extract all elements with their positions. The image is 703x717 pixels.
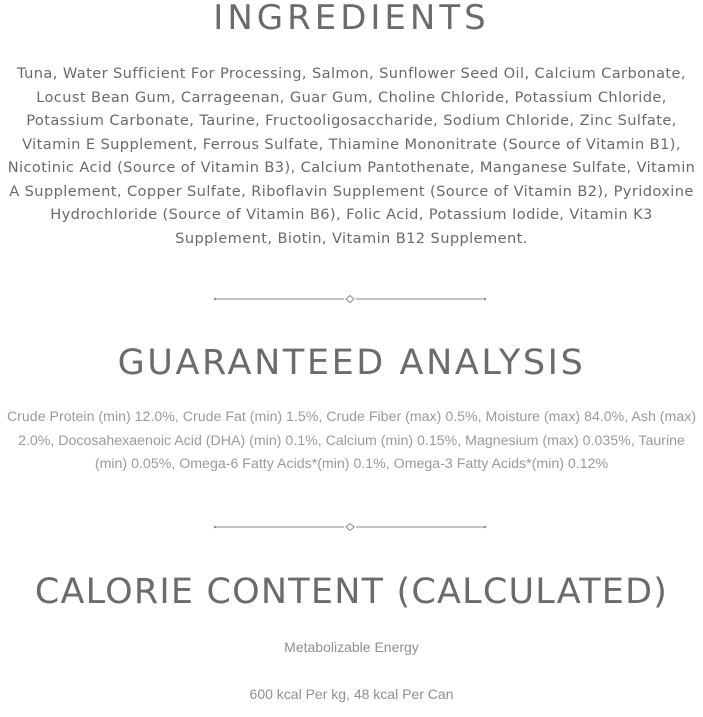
ornamental-divider-icon xyxy=(213,294,487,304)
guaranteed-analysis-text: Crude Protein (min) 12.0%, Crude Fat (min) 1.5%, Crude Fiber (max) 0.5%, Moisture (max) 84.0%, Ash (max) 2.0%, Docosahexaenoic Acid (DHA) (min) 0.1%, Calcium (min) 0.15%, Magnesium (max) 0.035%, Taurine (min) 0.05%, Omega-6 Fatty Acids*(min) 0.1%, Omega-3 Fatty Acids*(min) 0.12% xyxy=(6,409,697,473)
guaranteed-analysis-heading: GUARANTEED ANALYSIS xyxy=(117,343,586,383)
calorie-value: 600 kcal Per kg, 48 kcal Per Can xyxy=(249,686,454,702)
metabolizable-energy-label: Metabolizable Energy xyxy=(284,639,419,655)
ornamental-divider-icon xyxy=(213,522,487,532)
ingredients-list: Tuna, Water Sufficient For Processing, Salmon, Sunflower Seed Oil, Calcium Carbonate, Locust Bean Gum, Carrageenan, Guar Gum, Choline Chloride, Potassium Chloride, Potassium Carbonate, Taurine, Fructooligosaccharide, Sodium Chloride, Zinc Sulfate, Vitamin E Supplement, Ferrous Sulfate, Thiamine Mononitrate (Source of Vitamin B1), Nicotinic Acid (Source of Vitamin B3), Calcium Pantothenate, Manganese Sulfate, Vitamin A Supplement, Copper Sulfate, Riboflavin Supplement (Source of Vitamin B2), Pyridoxine Hydrochloride (Source of Vitamin B6), Folic Acid, Potassium Iodide, Vitamin K3 Supplement, Biotin, Vitamin B12 Supplement. xyxy=(7,65,696,247)
calorie-content-heading: CALORIE CONTENT (CALCULATED) xyxy=(34,572,669,612)
ingredients-heading: INGREDIENTS xyxy=(213,0,490,38)
